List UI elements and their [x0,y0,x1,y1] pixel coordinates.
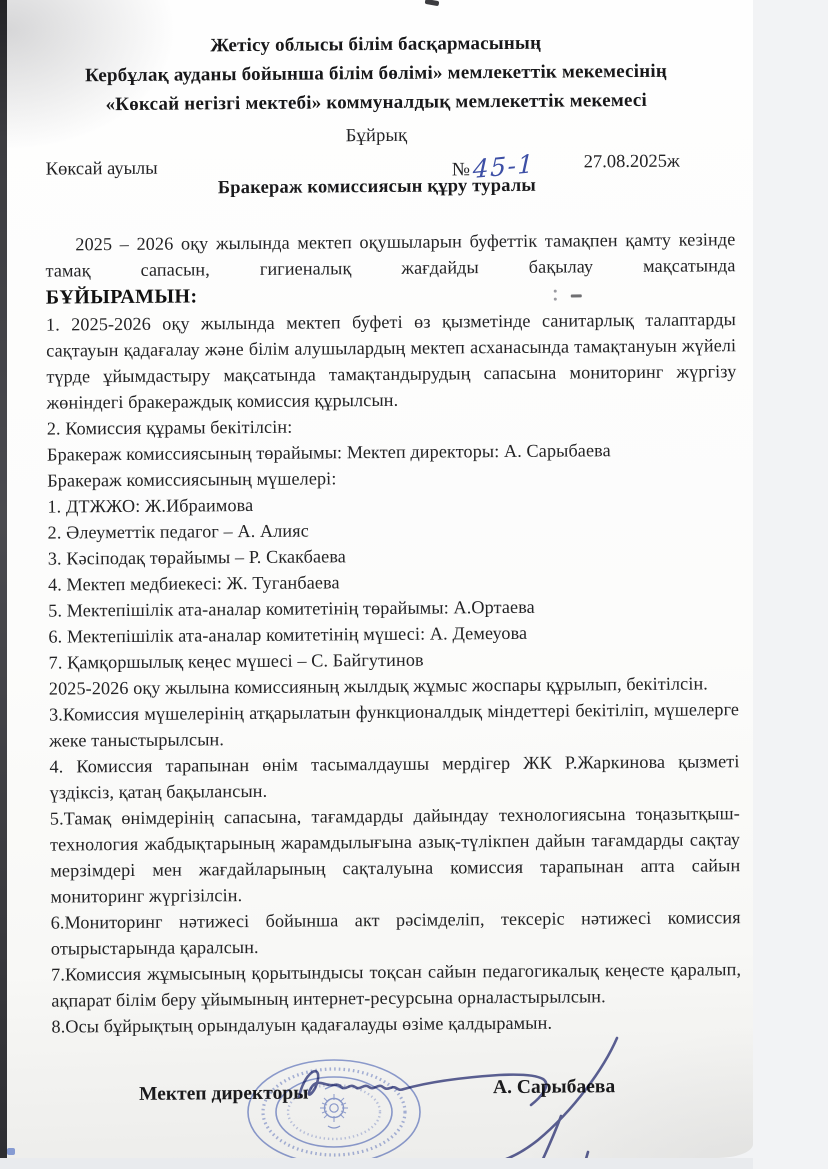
order-paragraph: 2. Комиссия құрамы бекітілсін: [46,416,293,439]
order-paragraph: 1. 2025-2026 оқу жылында мектеп буфеті өз қызметінде санитарлық талаптарды сақтауын қадағалау және білім алушылардың мектеп асханасында тамақтануын жүйелі түрде ұйымдастыру мақсатында тамақтандырудың сапасына мониторинг жүргізу жөніндегі бракераждық комиссия құрылсын. [45,309,737,413]
scan-bottom-edge [0,1158,753,1169]
order-paragraph: 2025-2026 оқу жылына комиссияның жылдық жұмыс жоспары құрылып, бекітілсін. [48,673,708,699]
order-paragraph: Бракераж комиссиясының мүшелері: [47,468,337,491]
order-paragraph: 5.Тамақ өнімдерінің сапасына, тағамдарды дайындау технологиясына тоңазытқыш-технология жабдықтарының жарамдылығына азық-түлікпен дайын тағамдарды сақтау мерзімдері мен жағдайларының сақталуына комиссия тарапынан апта сайын мониторинг жүргізілсін. [49,803,741,907]
org-header-line-3: «Көксай негізгі мектебі» коммуналдық мемлекеттік мекемесі [105,89,648,116]
order-paragraph: Бракераж комиссиясының төрайымы: Мектеп директоры: А. Сарыбаева [46,440,611,465]
order-paragraph: 7. Қамқоршылық кеңес мүшесі – С. Байгутинов [48,649,424,673]
place-label: Көксай ауылы [45,158,158,180]
order-paragraph: 8.Осы бұйрықтың орындалуын қадағалауды өзіме қалдырамын. [51,1012,553,1037]
order-paragraph: 4. Мектеп медбиекесі: Ж. Туганбаева [47,572,340,595]
org-header-line-1: Жетісу облысы білім басқармасының [210,32,542,57]
ink-speck [7,1148,15,1155]
order-paragraph: 2. Әлеуметтік педагог – А. Алияс [47,520,309,543]
order-paragraphs [46,306,742,1039]
order-body [45,226,741,1039]
document-paper [7,0,753,1158]
order-word: БҰЙЫРАМЫН: [45,285,198,309]
date-label: 27.08.2025ж [583,151,680,173]
order-paragraph: 3. Кәсіподақ төрайымы – Р. Скакбаева [47,546,347,569]
handwritten-number: 45-1 [472,148,536,185]
number-sign: № [451,159,471,181]
order-paragraph: 6.Мониторинг нәтижесі бойынша акт рәсімделіп, тексеріс нәтижесі комиссия отырыстарында қаралсын. [50,907,741,959]
org-header-line-2: Кербұлақ ауданы бойынша білім бөлімі» мемлекеттік мекемесінің [84,60,668,87]
organization-header [26,27,727,153]
document-content [7,0,753,1158]
signature-block [11,1076,753,1105]
intro-paragraph: 2025 – 2026 оқу жылында мектеп оқушыларын буфеттік тамақпен қамту кезінде тамақ сапасын, гигиеналық жағдайды бақылау мақсатында [45,229,736,281]
scan-edge-shadow [0,0,7,1158]
order-paragraph: 5. Мектепішілік ата-аналар комитетінің төрайымы: А.Ортаева [48,596,535,621]
document-type-label: Бұйрық [345,125,408,147]
order-paragraph: 1. ДТЖЖО: Ж.Ибраимова [47,494,254,517]
stray-dash-mark [571,294,582,297]
signer-name: А. Сарыбаева [492,1076,616,1099]
stray-colon-mark [554,290,557,293]
order-paragraph: 3.Комиссия мүшелерінің атқарылатын функционалдық міндеттері бекітіліп, мүшелерге жеке таныстырылсын. [48,699,740,751]
order-paragraph: 6. Мектепішілік ата-аналар комитетінің мүшесі: А. Демеуова [48,622,528,647]
order-paragraph: 4. Комиссия тарапынан өнім тасымалдаушы мердігер ЖК Р.Жаркинова қызметі үздіксіз, қатаң бақылансын. [49,751,740,803]
order-paragraph: 7.Комиссия жұмысының қорытындысы тоқсан сайын педагогикалық кеңесте қаралып, ақпарат білім беру ұйымының интернет-ресурсына орналастырылсын. [51,959,742,1011]
signer-role: Мектеп директоры [138,1082,309,1105]
subject-title: Бракераж комиссиясын құру туралы [217,175,537,199]
